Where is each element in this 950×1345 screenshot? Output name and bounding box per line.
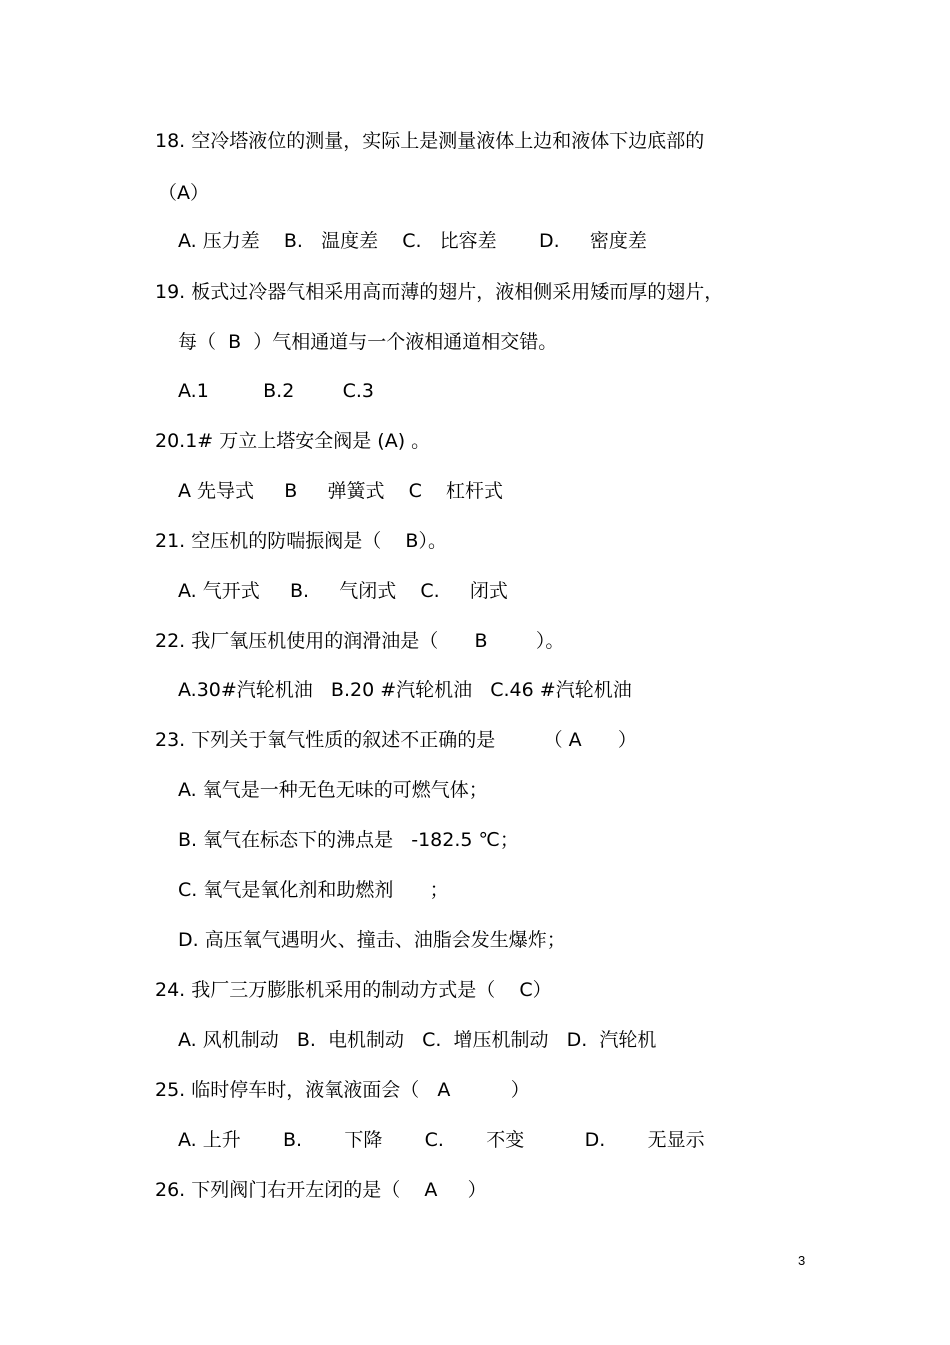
question-18-answer: （A） [158, 182, 209, 204]
question-19: 19. 板式过冷器气相采用高而薄的翅片，液相侧采用矮而厚的翅片， [155, 281, 724, 303]
question-23-option-c: C. 氧气是氧化剂和助燃剂 ； [178, 879, 449, 901]
question-23-option-d: D. 高压氧气遇明火、撞击、油脂会发生爆炸； [178, 929, 566, 951]
question-18-options: A. 压力差 B. 温度差 C. 比容差 D. 密度差 [178, 230, 647, 252]
question-21-options: A. 气开式 B. 气闭式 C. 闭式 [178, 580, 508, 602]
question-24-options: A. 风机制动 B. 电机制动 C. 增压机制动 D. 汽轮机 [178, 1029, 657, 1051]
question-26: 26. 下列阀门右开左闭的是（ A ） [155, 1179, 487, 1201]
question-25: 25. 临时停车时，液氧液面会（ A ） [155, 1079, 530, 1101]
page-number: 3 [798, 1253, 806, 1268]
question-22: 22. 我厂氧压机使用的润滑油是（ B ）。 [155, 630, 565, 652]
question-18: 18. 空冷塔液位的测量，实际上是测量液体上边和液体下边底部的 [155, 130, 705, 152]
question-23-option-b: B. 氧气在标态下的沸点是 -182.5 ℃； [178, 829, 519, 851]
question-23-option-a: A. 氧气是一种无色无味的可燃气体； [178, 779, 488, 801]
question-19-options: A.1 B.2 C.3 [178, 380, 375, 402]
question-24: 24. 我厂三万膨胀机采用的制动方式是（ C） [155, 979, 552, 1001]
question-20-options: A 先导式 B 弹簧式 C 杠杆式 [178, 480, 504, 502]
question-23: 23. 下列关于氧气性质的叙述不正确的是 （ A ） [155, 729, 637, 751]
question-25-options: A. 上升 B. 下降 C. 不变 D. 无显示 [178, 1129, 705, 1151]
question-22-options: A.30#汽轮机油 B.20 #汽轮机油 C.46 #汽轮机油 [178, 679, 632, 701]
question-21: 21. 空压机的防喘振阀是（ B）。 [155, 530, 447, 552]
question-20: 20.1# 万立上塔安全阀是 (A) 。 [155, 430, 431, 452]
question-19-continued: 每（ B ）气相通道与一个液相通道相交错。 [178, 331, 558, 353]
